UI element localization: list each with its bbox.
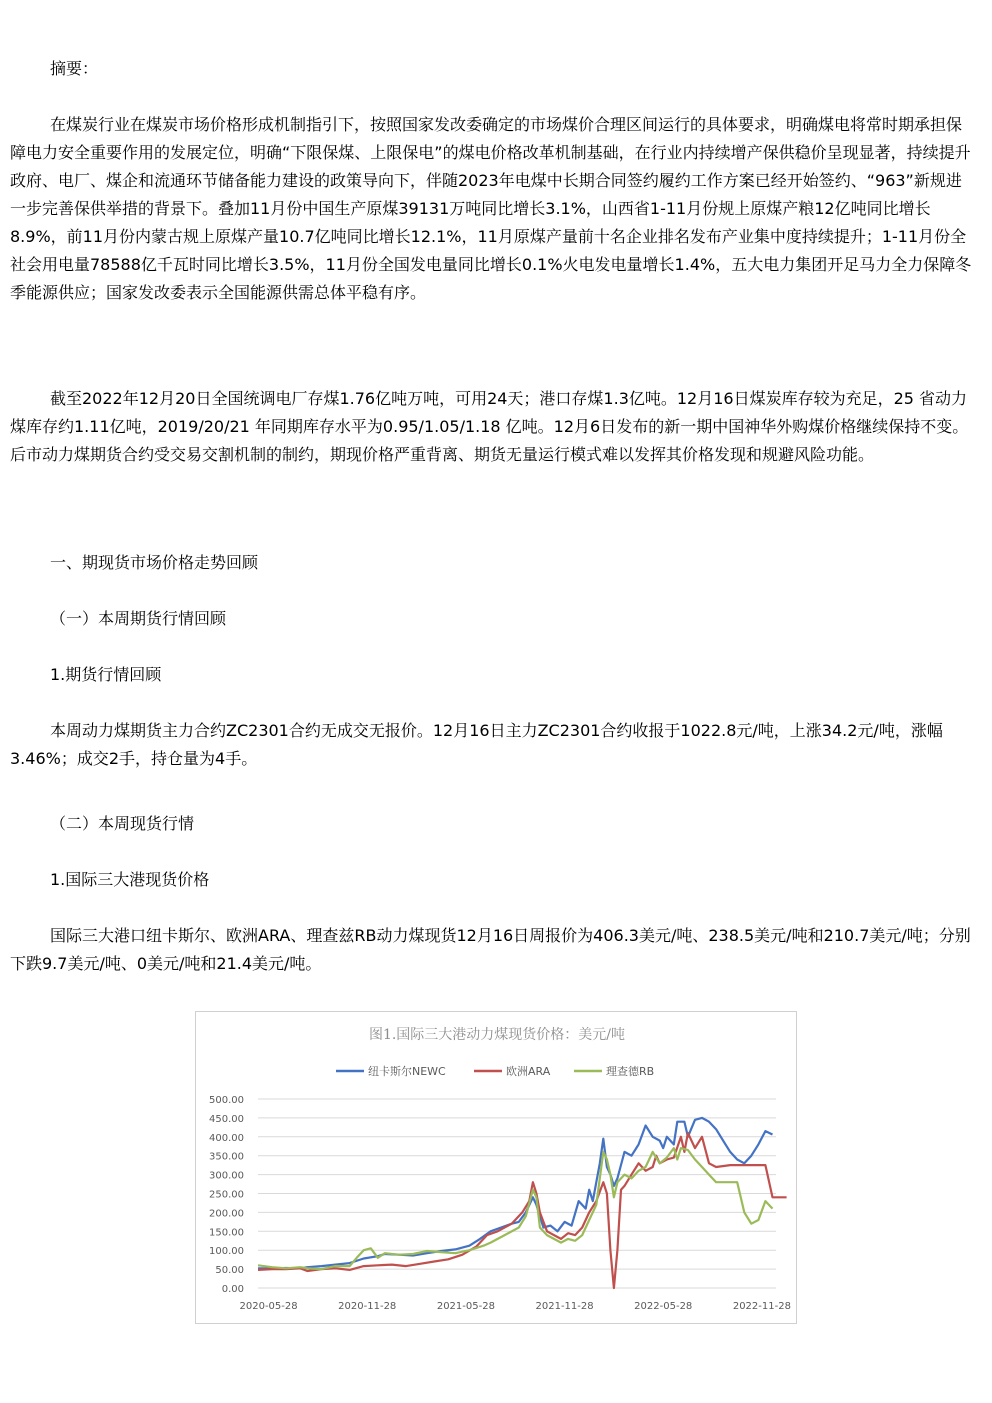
summary-heading: 摘要： xyxy=(50,59,99,78)
legend-label-2: 理查德RB xyxy=(606,1065,655,1078)
x-tick-label: 2020-11-28 xyxy=(338,1301,397,1312)
x-tick-label: 2022-05-28 xyxy=(634,1301,693,1312)
paragraph-futures-quote: 本周动力煤期货主力合约ZC2301合约无成交无报价。12月16日主力ZC2301合约收报于1022.8元/吨，上涨34.2元/吨，涨幅3.46%；成交2手，持仓量为4手。 xyxy=(10,721,943,768)
y-tick-label: 400.00 xyxy=(209,1132,244,1144)
paragraph-coal-inventory: 截至2022年12月20日全国统调电厂存煤1.76亿吨万吨，可用24天；港口存煤1.3亿吨。12月16日煤炭库存较为充足，25 省动力煤库存约1.11亿吨，2019/20/21 年同期库存水平为0.95/1.05/1.18 亿吨。12月6日发布的新一期中国神华外购煤价格继续保持不变。后市动力煤期货合约受交易交割机制的制约，期现价格严重背离、期货无量运行模式难以发挥其价格发现和规避风险功能。 xyxy=(10,389,969,464)
y-tick-label: 250.00 xyxy=(209,1189,244,1201)
chart-svg xyxy=(196,1012,798,1325)
x-tick-label: 2021-11-28 xyxy=(535,1301,594,1312)
y-tick-label: 100.00 xyxy=(209,1246,244,1258)
y-tick-label: 0.00 xyxy=(221,1284,244,1295)
paragraph-port-prices: 国际三大港口纽卡斯尔、欧洲ARA、理查兹RB动力煤现货12月16日周报价为406.3美元/吨、238.5美元/吨和210.7美元/吨；分别下跌9.7美元/吨、0美元/吨和21.4美元/吨。 xyxy=(10,926,971,973)
legend-label-1: 欧洲ARA xyxy=(506,1065,551,1078)
paragraph-coal-market-policy: 在煤炭行业在煤炭市场价格形成机制指引下，按照国家发改委确定的市场煤价合理区间运行的具体要求，明确煤电将常时期承担保障电力安全重要作用的发展定位，明确“下限保煤、上限保电”的煤电价格改革机制基础，在行业内持续增产保供稳价呈现显著，持续提升政府、电厂、煤企和流通环节储备能力建设的政策导向下，伴随2023年电煤中长期合同签约履约工作方案已经开始签约、“963”新规进一步完善保供举措的背景下。叠加11月份中国生产原煤39131万吨同比增长3.1%，山西省1-11月份规上原煤产粮12亿吨同比增长8.9%，前11月份内蒙古规上原煤产量10.7亿吨同比增长12.1%，11月原煤产量前十名企业排名发布产业集中度持续提升；1-11月份全社会用电量78588亿千瓦时同比增长3.5%，11月份全国发电量同比增长0.1%火电发电量增长1.4%，五大电力集团开足马力全力保障冬季能源供应；国家发改委表示全国能源供需总体平稳有序。 xyxy=(10,115,972,302)
y-tick-label: 350.00 xyxy=(209,1151,244,1163)
y-tick-label: 200.00 xyxy=(209,1208,244,1220)
chart-title: 图1.国际三大港动力煤现货价格：美元/吨 xyxy=(368,1027,626,1043)
port-price-chart xyxy=(195,1011,797,1324)
y-tick-label: 150.00 xyxy=(209,1227,244,1239)
series-line-2 xyxy=(258,1148,773,1269)
y-tick-label: 50.00 xyxy=(215,1265,244,1277)
chart-x-ticks xyxy=(240,1301,791,1312)
x-tick-label: 2021-05-28 xyxy=(436,1301,495,1312)
section-heading-1: 一、期现货市场价格走势回顾 xyxy=(50,553,259,572)
subsection-heading-futures: （一）本周期货行情回顾 xyxy=(50,609,227,628)
x-tick-label: 2022-11-28 xyxy=(732,1301,791,1312)
x-tick-label: 2020-05-28 xyxy=(239,1301,298,1312)
item-heading-futures-review: 1.期货行情回顾 xyxy=(50,665,162,684)
legend-label-0: 纽卡斯尔NEWC xyxy=(368,1065,446,1078)
chart-grid xyxy=(258,1099,776,1288)
y-tick-label: 450.00 xyxy=(209,1113,244,1125)
chart-legend xyxy=(336,1064,654,1078)
y-tick-label: 300.00 xyxy=(209,1170,244,1182)
item-heading-port-prices: 1.国际三大港现货价格 xyxy=(50,870,210,889)
subsection-heading-spot: （二）本周现货行情 xyxy=(50,814,195,833)
chart-y-ticks xyxy=(209,1095,244,1295)
y-tick-label: 500.00 xyxy=(209,1095,244,1106)
chart-lines xyxy=(258,1118,787,1288)
